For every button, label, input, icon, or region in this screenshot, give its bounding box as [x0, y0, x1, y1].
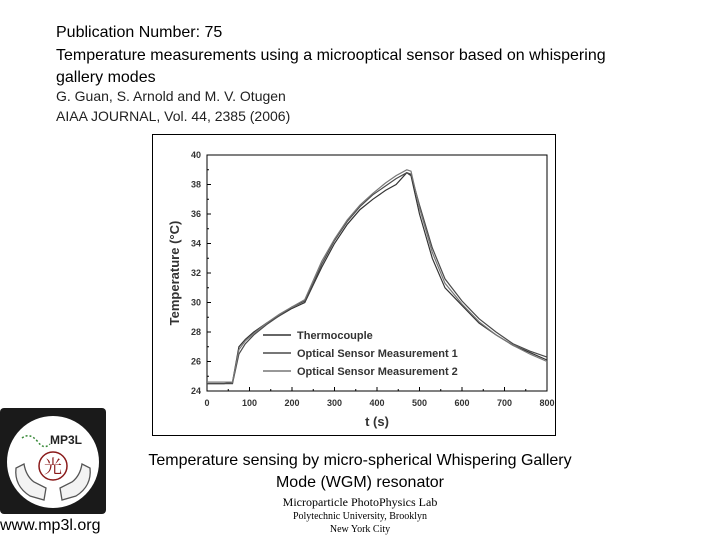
x-tick-label: 300: [326, 398, 343, 408]
paper-title: Temperature measurements using a microoptical sensor based on whispering gallery modes: [56, 47, 606, 86]
x-tick-label: 200: [284, 398, 300, 408]
lab-city: New York City: [329, 524, 391, 535]
y-tick-label: 38: [190, 179, 201, 190]
y-tick-label: 36: [190, 209, 201, 219]
y-tick-label: 40: [190, 150, 201, 160]
legend-label: Optical Sensor Measurement 1: [297, 348, 458, 360]
legend-label: Thermocouple: [297, 330, 373, 342]
lab-name: Microparticle PhotoPhysics Lab: [282, 495, 438, 509]
x-tick-label: 400: [369, 398, 385, 408]
publication-number: Publication Number: 75: [56, 24, 223, 41]
x-tick-label: 500: [411, 398, 428, 408]
logo-text: MP3L: [49, 433, 83, 447]
legend-label: Optical Sensor Measurement 2: [297, 366, 458, 378]
lab-university: Polytechnic University, Brooklyn: [292, 511, 428, 522]
x-tick-label: 700: [496, 398, 513, 408]
y-tick-label: 26: [190, 356, 201, 367]
temperature-chart: [153, 135, 555, 435]
chart-axes: [167, 150, 555, 429]
x-tick-label: 600: [454, 398, 470, 408]
y-tick-label: 34: [190, 238, 201, 249]
hands-holding-light-logo: [0, 408, 106, 514]
figure-caption: Temperature sensing by micro-spherical Whispering Gallery Mode (WGM) resonator: [148, 452, 572, 491]
logo-glyph: 光: [44, 457, 62, 477]
chart-frame: [152, 134, 556, 436]
x-tick-label: 800: [539, 398, 555, 408]
x-tick-label: 0: [204, 398, 210, 408]
website-link[interactable]: www.mp3l.org: [0, 517, 101, 534]
y-tick-label: 28: [190, 327, 201, 337]
paper-journal: AIAA JOURNAL, Vol. 44, 2385 (2006): [56, 108, 291, 124]
paper-authors: G. Guan, S. Arnold and M. V. Otugen: [56, 88, 286, 104]
x-tick-label: 100: [241, 398, 258, 408]
logo-graphic: [0, 408, 106, 514]
y-axis-label: Temperature (°C): [167, 220, 182, 326]
y-tick-label: 30: [190, 297, 201, 308]
y-tick-label: 24: [190, 386, 201, 396]
x-axis-label: t (s): [365, 414, 389, 429]
y-tick-label: 32: [190, 268, 201, 278]
chart-legend: [263, 330, 458, 378]
